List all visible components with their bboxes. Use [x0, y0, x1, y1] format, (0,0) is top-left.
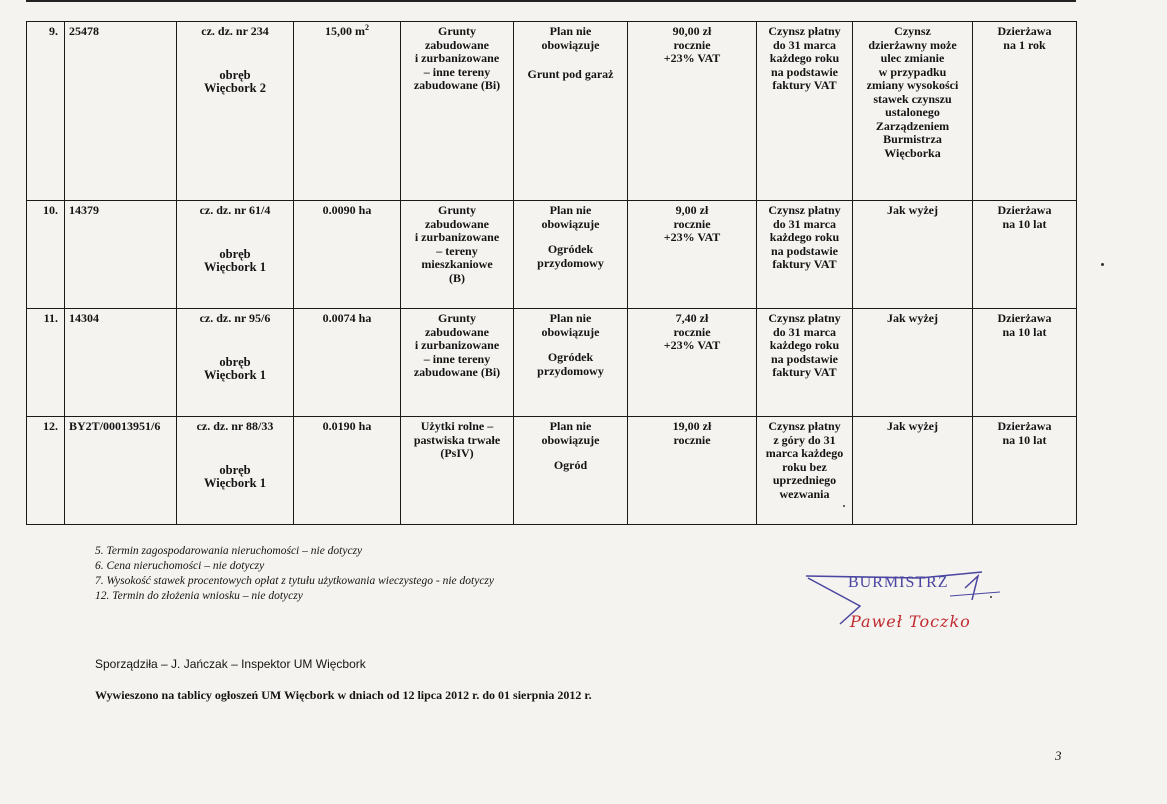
cell-lease-term: Dzierżawa na 10 lat: [973, 201, 1077, 309]
table-top-border: [26, 0, 1076, 2]
table-row: [27, 22, 1077, 201]
cell-lp: 10.: [27, 201, 65, 309]
cell-land-register: 14379: [65, 201, 177, 309]
mayor-stamp: [800, 566, 1000, 646]
cell-rent: 9,00 zł rocznie +23% VAT: [628, 201, 757, 309]
table-row: [27, 309, 1077, 417]
cell-land-type: Grunty zabudowane i zurbanizowane – inne tereny zabudowane (Bi): [401, 22, 514, 201]
area-value: 0.0190 ha: [322, 419, 372, 433]
stamp-title: BURMISTRZ: [848, 574, 949, 591]
cell-area: [294, 201, 401, 309]
scan-speck: [843, 505, 845, 507]
purpose: Grunt pod garaż: [527, 67, 614, 81]
cell-lp: 9.: [27, 22, 65, 201]
parcel-number: cz. dz. nr 234: [201, 24, 269, 38]
cell-parcel: [177, 201, 294, 309]
cell-parcel: [177, 417, 294, 525]
footnotes: [95, 544, 494, 604]
precinct: obręb Więcbork 1: [204, 354, 266, 382]
cell-land-type: Grunty zabudowane i zurbanizowane – tereny mieszkaniowe (B): [401, 201, 514, 309]
precinct: obręb Więcbork 1: [204, 246, 266, 274]
footnote-12: 12. Termin do złożenia wniosku – nie dotyczy: [95, 590, 303, 602]
cell-rent-update: Jak wyżej: [853, 309, 973, 417]
area-value: 0.0074 ha: [322, 311, 372, 325]
posting-notice: Wywieszono na tablicy ogłoszeń UM Więcbork w dniach od 12 lipca 2012 r. do 01 sierpnia 2012 r.: [95, 688, 592, 702]
cell-lp: 11.: [27, 309, 65, 417]
footnote-5: 5. Termin zagospodarowania nieruchomości – nie dotyczy: [95, 545, 363, 557]
area-unit-exponent: 2: [365, 23, 369, 32]
cell-parcel: [177, 309, 294, 417]
scan-speck: [1101, 263, 1104, 266]
area-value: 0.0090 ha: [322, 203, 372, 217]
cell-area: [294, 417, 401, 525]
cell-land-register: BY2T/00013951/6: [65, 417, 177, 525]
scan-speck: [990, 596, 992, 598]
footnote-7: 7. Wysokość stawek procentowych opłat z tytułu użytkowania wieczystego - nie dotyczy: [95, 575, 495, 587]
cell-lease-term: Dzierżawa na 10 lat: [973, 417, 1077, 525]
purpose: Ogródek przydomowy: [537, 242, 604, 270]
purpose: Ogród: [553, 458, 588, 472]
cell-land-register: 14304: [65, 309, 177, 417]
area-value: 15,00 m: [325, 24, 365, 38]
cell-rent: 7,40 zł rocznie +23% VAT: [628, 309, 757, 417]
plan-status: Plan nie obowiązuje: [541, 311, 600, 339]
cell-land-type: Grunty zabudowane i zurbanizowane – inne tereny zabudowane (Bi): [401, 309, 514, 417]
cell-payment-terms: Czynsz płatny do 31 marca każdego roku na podstawie faktury VAT: [757, 309, 853, 417]
cell-parcel: [177, 22, 294, 201]
cell-plan: [514, 22, 628, 201]
prepared-by: Sporządziła – J. Jańczak – Inspektor UM Więcbork: [95, 657, 366, 671]
plan-status: Plan nie obowiązuje: [541, 419, 600, 447]
cell-lease-term: Dzierżawa na 10 lat: [973, 309, 1077, 417]
cell-plan: [514, 201, 628, 309]
cell-lease-term: Dzierżawa na 1 rok: [973, 22, 1077, 201]
footnote-6: 6. Cena nieruchomości – nie dotyczy: [95, 560, 265, 572]
cell-area: [294, 22, 401, 201]
cell-rent-update: Czynsz dzierżawny może ulec zmianie w przypadku zmiany wysokości stawek czynszu ustalonego Zarządzeniem Burmistrza Więcborka: [853, 22, 973, 201]
cell-payment-terms: Czynsz płatny do 31 marca każdego roku na podstawie faktury VAT: [757, 22, 853, 201]
plan-status: Plan nie obowiązuje: [541, 24, 600, 52]
cell-payment-terms: Czynsz płatny z góry do 31 marca każdego roku bez uprzedniego wezwania: [757, 417, 853, 525]
table-row: [27, 417, 1077, 525]
plan-status: Plan nie obowiązuje: [541, 203, 600, 231]
parcel-number: cz. dz. nr 61/4: [199, 203, 271, 217]
cell-rent: 90,00 zł rocznie +23% VAT: [628, 22, 757, 201]
parcel-number: cz. dz. nr 88/33: [196, 419, 274, 433]
precinct: obręb Więcbork 1: [204, 462, 266, 490]
cell-plan: [514, 417, 628, 525]
cell-lp: 12.: [27, 417, 65, 525]
cell-land-register: 25478: [65, 22, 177, 201]
page-number: 3: [1055, 748, 1062, 763]
cell-area: [294, 309, 401, 417]
purpose: Ogródek przydomowy: [537, 350, 604, 378]
cell-plan: [514, 309, 628, 417]
cell-rent-update: Jak wyżej: [853, 417, 973, 525]
precinct: obręb Więcbork 2: [204, 67, 266, 95]
table-row: [27, 201, 1077, 309]
lease-table: [26, 21, 1077, 525]
cell-payment-terms: Czynsz płatny do 31 marca każdego roku na podstawie faktury VAT: [757, 201, 853, 309]
cell-land-type: Użytki rolne – pastwiska trwałe (PsIV): [401, 417, 514, 525]
cell-rent: 19,00 zł rocznie: [628, 417, 757, 525]
cell-rent-update: Jak wyżej: [853, 201, 973, 309]
parcel-number: cz. dz. nr 95/6: [199, 311, 271, 325]
stamp-signature: Paweł Toczko: [850, 612, 971, 631]
